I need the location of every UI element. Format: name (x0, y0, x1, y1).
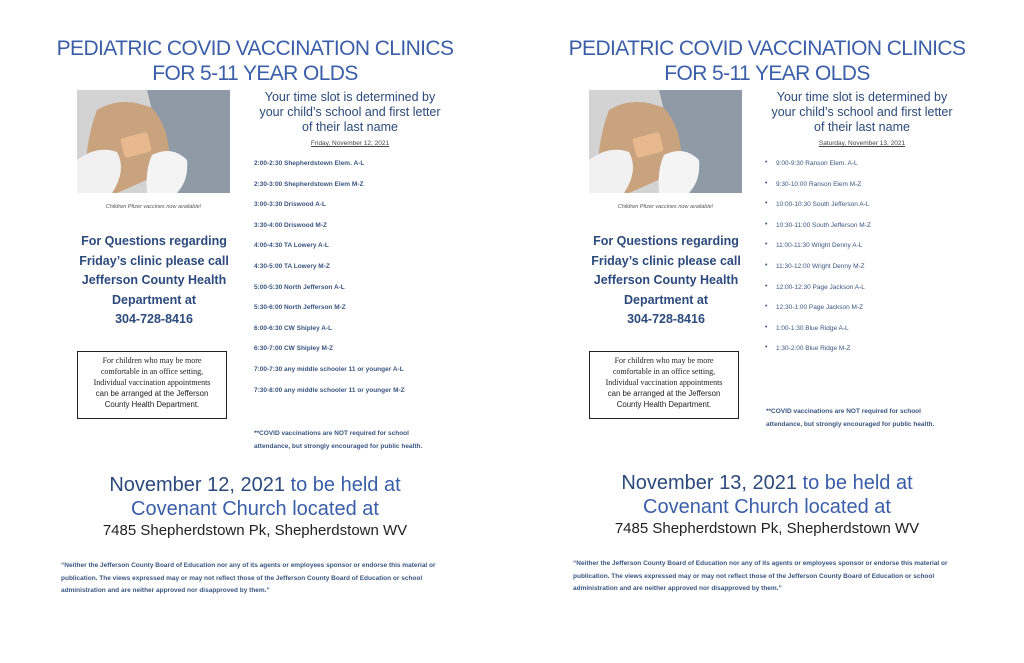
title-line-2: FOR 5-11 YEAR OLDS (664, 62, 870, 85)
event-details (40, 473, 470, 541)
phone-number: 304-728-8416 (627, 312, 705, 327)
time-slot: 5:00-5:30 North Jefferson A-L (254, 283, 345, 291)
phone-number: 304-728-8416 (115, 312, 193, 327)
office-box-line: comfortable in an office setting, (100, 367, 204, 376)
time-slot: 3:00-3:30 Driswood A-L (254, 201, 326, 209)
timeslot-heading-line: Your time slot is determined by (776, 90, 948, 104)
time-slot: • 9:00-9:30 Ranson Elem. A-L (776, 160, 986, 181)
timeslot-heading-line: your child’s school and first letter (259, 105, 441, 119)
event-held-at: to be held at (797, 472, 913, 494)
time-slot: • 11:30-12:00 Wright Denny M-Z (776, 263, 986, 284)
questions-contact (582, 232, 750, 330)
timeslot-heading-line: your child’s school and first letter (771, 105, 953, 119)
questions-line: Jefferson County Health (593, 273, 739, 288)
clinic-date: Saturday, November 13, 2021 (818, 140, 906, 147)
timeslot-heading (250, 90, 450, 135)
questions-line: Friday’s clinic please call (79, 253, 229, 268)
flyer-title (40, 36, 470, 86)
event-location: Covenant Church located at (643, 496, 891, 518)
time-slot: • 11:00-11:30 Wright Denny A-L (776, 242, 986, 263)
event-date: November 12, 2021 (109, 474, 285, 496)
time-slot: 2:30-3:00 Shepherdstown Elem M-Z (254, 180, 364, 188)
timeslot-heading-line: of their last name (302, 120, 398, 134)
time-slot: • 1:00-1:30 Blue Ridge A-L (776, 325, 986, 346)
office-appointment-box (77, 351, 227, 419)
photo-caption: Children Pfizer vaccines now available! (105, 204, 202, 210)
title-line-2: FOR 5-11 YEAR OLDS (152, 62, 358, 85)
vaccine-arm-photo (589, 90, 742, 193)
flyer-saturday (552, 0, 1022, 663)
time-slot: 2:00-2:30 Shepherdstown Elem. A-L (254, 160, 365, 167)
questions-line: Friday’s clinic please call (591, 253, 741, 268)
office-box-line: can be arranged at the Jefferson (95, 389, 209, 398)
office-box-line: County Health Department. (616, 400, 712, 409)
office-box-line: Individual vaccination appointments (605, 378, 723, 387)
time-slot: 6:00-6:30 CW Shipley A-L (254, 324, 333, 332)
disclaimer: “Neither the Jefferson County Board of Education nor any of its agents or employees sponsor or endorse this material or publication. The views expressed may or may not reflect those of the Jefferson County Board of Education or school administration and are neither approved nor disapproved by them.” (61, 562, 436, 594)
office-box-line: comfortable in an office setting, (612, 367, 716, 376)
disclaimer: “Neither the Jefferson County Board of Education nor any of its agents or employees sponsor or endorse this material or publication. The views expressed may or may not reflect those of the Jefferson County Board of Education or school administration and are neither approved nor disapproved by them.” (573, 560, 948, 592)
questions-line: Jefferson County Health (81, 273, 227, 288)
time-slot-list (776, 160, 986, 366)
questions-line: For Questions regarding (593, 234, 739, 248)
flyer-title (552, 36, 982, 86)
title-line-1: PEDIATRIC COVID VACCINATION CLINICS (56, 37, 454, 60)
event-details (552, 471, 982, 539)
questions-line: Department at (623, 292, 709, 307)
event-address: 7485 Shepherdstown Pk, Shepherdstown WV (102, 522, 408, 539)
title-line-1: PEDIATRIC COVID VACCINATION CLINICS (568, 37, 966, 60)
vaccine-arm-photo (77, 90, 230, 193)
event-date: November 13, 2021 (621, 472, 797, 494)
event-line-1 (40, 473, 470, 497)
office-box-line: For children who may be more (102, 356, 202, 365)
event-address: 7485 Shepherdstown Pk, Shepherdstown WV (614, 520, 920, 537)
time-slot: 4:30-5:00 TA Lowery M-Z (254, 262, 330, 270)
time-slot: • 12:30-1:00 Page Jackson M-Z (776, 304, 986, 325)
office-box-line: Individual vaccination appointments (93, 378, 211, 387)
time-slot: 5:30-6:00 North Jefferson M-Z (254, 304, 346, 312)
questions-line: Department at (111, 292, 197, 307)
photo-caption: Children Pfizer vaccines now available! (617, 204, 714, 210)
questions-line: For Questions regarding (81, 234, 227, 248)
clinic-date: Friday, November 12, 2021 (310, 140, 390, 147)
time-slot: 3:30-4:00 Driswood M-Z (254, 221, 327, 229)
time-slot: 6:30-7:00 CW Shipley M-Z (254, 345, 334, 353)
time-slot: 7:00-7:30 any middle schooler 11 or younger A-L (254, 365, 404, 373)
event-location: Covenant Church located at (131, 498, 379, 520)
timeslot-heading-line: Your time slot is determined by (264, 90, 436, 104)
office-box-line: can be arranged at the Jefferson (607, 389, 721, 398)
timeslot-heading-line: of their last name (814, 120, 910, 134)
time-slot: • 12:00-12:30 Page Jackson A-L (776, 284, 986, 305)
time-slot: 4:00-4:30 TA Lowery A-L (254, 242, 329, 250)
time-slot: • 1:30-2:00 Blue Ridge M-Z (776, 345, 986, 366)
event-held-at: to be held at (285, 474, 401, 496)
office-box-line: For children who may be more (614, 356, 714, 365)
timeslot-heading (762, 90, 962, 135)
office-appointment-box (589, 351, 739, 419)
time-slot: • 10:30-11:00 South Jefferson M-Z (776, 222, 986, 243)
office-box-line: County Health Department. (104, 400, 200, 409)
time-slot: • 10:00-10:30 South Jefferson A-L (776, 201, 986, 222)
not-required-note: **COVID vaccinations are NOT required for school attendance, but strongly encouraged for public health. (766, 408, 935, 428)
event-line-1 (552, 471, 982, 495)
not-required-note: **COVID vaccinations are NOT required for school attendance, but strongly encouraged for public health. (254, 430, 423, 450)
time-slot: 7:30-8:00 any middle schooler 11 or younger M-Z (254, 386, 405, 394)
time-slot: • 9:30-10:00 Ranson Elem M-Z (776, 181, 986, 202)
time-slot-list (254, 160, 464, 407)
questions-contact (70, 232, 238, 330)
flyer-friday (40, 0, 510, 663)
